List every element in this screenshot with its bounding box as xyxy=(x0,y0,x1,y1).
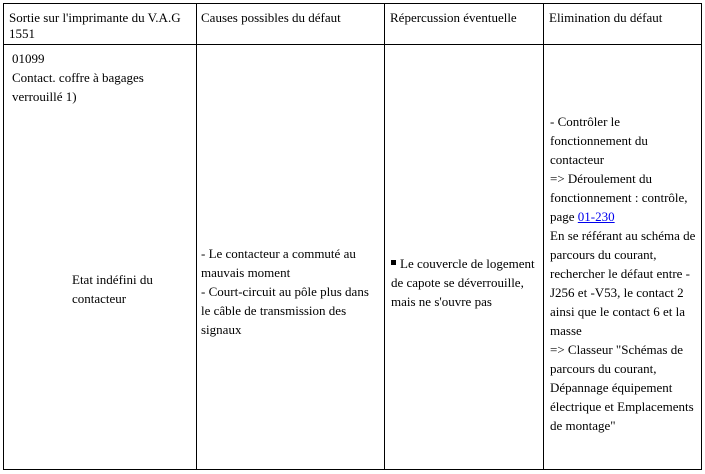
cause-item: - Court-circuit au pôle plus dans le câble de transmission des signaux xyxy=(201,284,369,337)
elimination xyxy=(550,112,698,435)
column-divider xyxy=(196,4,197,469)
possible-causes xyxy=(201,244,377,339)
elimination-step: - Contrôler le fonctionnement du contacteur xyxy=(550,114,648,167)
fault-component: Contact. coffre à bagages verrouillé 1) xyxy=(12,70,144,104)
elimination-step: En se référant au schéma de parcours du courant, rechercher le défaut entre -J256 et -V53, le contact 2 ainsi que le contact 6 et la masse xyxy=(550,228,696,338)
elimination-procedure-ref: => Déroulement du fonctionnement : contrôle, page xyxy=(550,171,688,224)
column-divider xyxy=(543,4,544,469)
repercussion xyxy=(391,254,539,311)
column-divider xyxy=(384,4,385,469)
fault-code: 01099 xyxy=(12,51,45,66)
header-elimination: Elimination du défaut xyxy=(549,10,663,25)
repercussion-text: Le couvercle de logement de capote se déverrouille, mais ne s'ouvre pas xyxy=(391,256,535,309)
elimination-step xyxy=(550,169,698,226)
cause-item: - Le contacteur a commuté au mauvais moment xyxy=(201,246,356,280)
page-link[interactable]: 01-230 xyxy=(577,209,615,224)
fault-table xyxy=(3,3,702,470)
header-repercussion: Répercussion éventuelle xyxy=(390,10,517,25)
elimination-step: => Classeur "Schémas de parcours du courant, Dépannage équipement électrique et Emplacements de montage" xyxy=(550,342,694,433)
fault-state: Etat indéfini du contacteur xyxy=(72,272,153,306)
header-possible-causes: Causes possibles du défaut xyxy=(201,10,341,25)
header-divider xyxy=(4,44,701,45)
bullet-square-icon xyxy=(391,260,396,265)
header-printer-output: Sortie sur l'imprimante du V.A.G 1551 xyxy=(9,10,181,41)
